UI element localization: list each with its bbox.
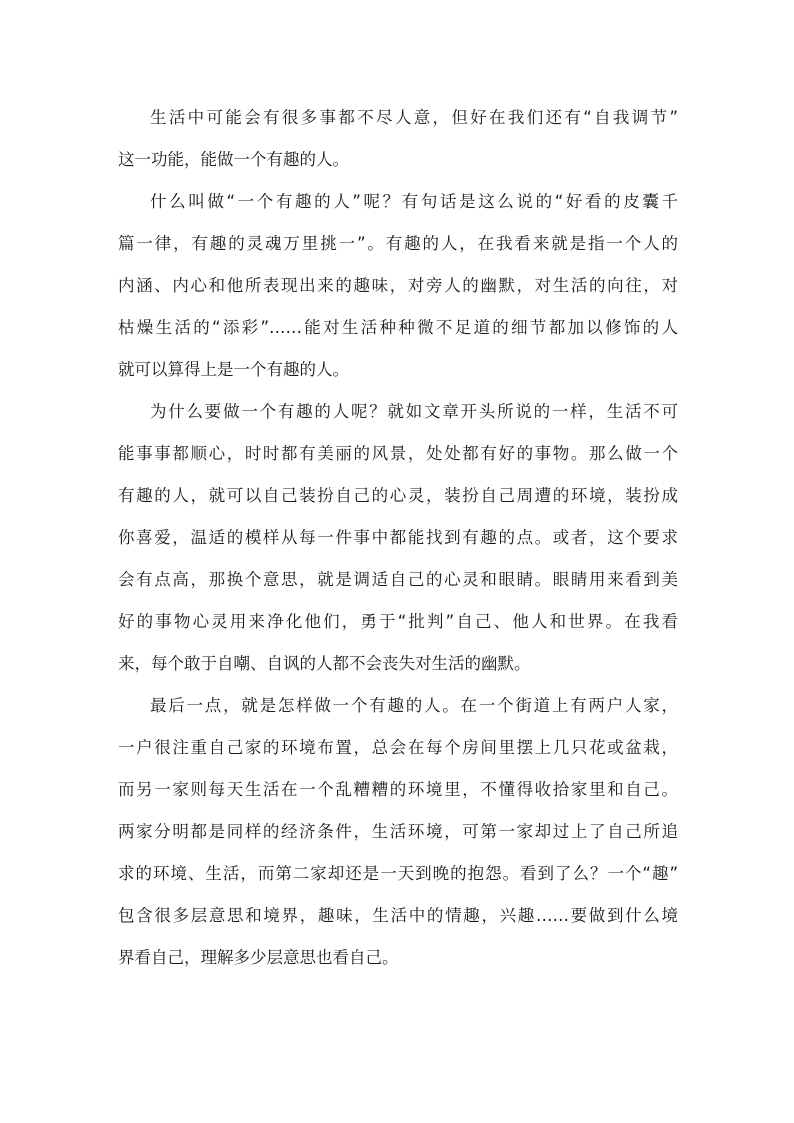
paragraph-3-line-2: 能事事都顺心，时时都有美丽的风景，处处都有好的事物。那么做一个 (118, 444, 678, 463)
paragraph-2-line-5: 就可以算得上是一个有趣的人。 (118, 360, 349, 379)
paragraph-3-line-6: 好的事物心灵用来净化他们，勇于“批判”自己、他人和世界。在我看 (118, 612, 678, 631)
paragraph-4-line-2: 一户很注重自己家的环境布置，总会在每个房间里摆上几只花或盆栽， (118, 738, 678, 757)
paragraph-4-line-7: 界看自己，理解多少层意思也看自己。 (118, 948, 399, 967)
paragraph-2-line-3: 内涵、内心和他所表现出来的趣味，对旁人的幽默，对生活的向往，对 (118, 276, 678, 295)
paragraph-4-line-6: 包含很多层意思和境界，趣味，生活中的情趣，兴趣……要做到什么境 (118, 906, 678, 925)
paragraph-3-line-1: 为什么要做一个有趣的人呢？就如文章开头所说的一样，生活不可 (150, 402, 678, 421)
paragraph-2-line-2: 篇一律，有趣的灵魂万里挑一”。有趣的人，在我看来就是指一个人的 (118, 234, 678, 253)
paragraph-2-line-4: 枯燥生活的“添彩”……能对生活种种微不足道的细节都加以修饰的人 (118, 318, 678, 337)
paragraph-3-line-4: 你喜爱，温适的模样从每一件事中都能找到有趣的点。或者，这个要求 (118, 528, 678, 547)
paragraph-4-line-4: 两家分明都是同样的经济条件，生活环境，可第一家却过上了自己所追 (118, 822, 678, 841)
paragraph-1-line-1: 生活中可能会有很多事都不尽人意，但好在我们还有“自我调节” (150, 108, 678, 127)
paragraph-3-line-5: 会有点高，那换个意思，就是调适自己的心灵和眼睛。眼睛用来看到美 (118, 570, 678, 589)
paragraph-3-line-7: 来，每个敢于自嘲、自讽的人都不会丧失对生活的幽默。 (118, 654, 531, 673)
paragraph-4-line-5: 求的环境、生活，而第二家却还是一天到晚的抱怨。看到了么？一个“趣” (118, 864, 678, 883)
paragraph-4-line-1: 最后一点，就是怎样做一个有趣的人。在一个街道上有两户人家， (150, 696, 678, 715)
paragraph-4-line-3: 而另一家则每天生活在一个乱糟糟的环境里，不懂得收拾家里和自己。 (118, 780, 678, 799)
paragraph-3-line-3: 有趣的人，就可以自己装扮自己的心灵，装扮自己周遭的环境，装扮成 (118, 486, 678, 505)
paragraph-1-line-2: 这一功能，能做一个有趣的人。 (118, 150, 349, 169)
paragraph-2-line-1: 什么叫做“一个有趣的人”呢？有句话是这么说的“好看的皮囊千 (150, 192, 678, 211)
